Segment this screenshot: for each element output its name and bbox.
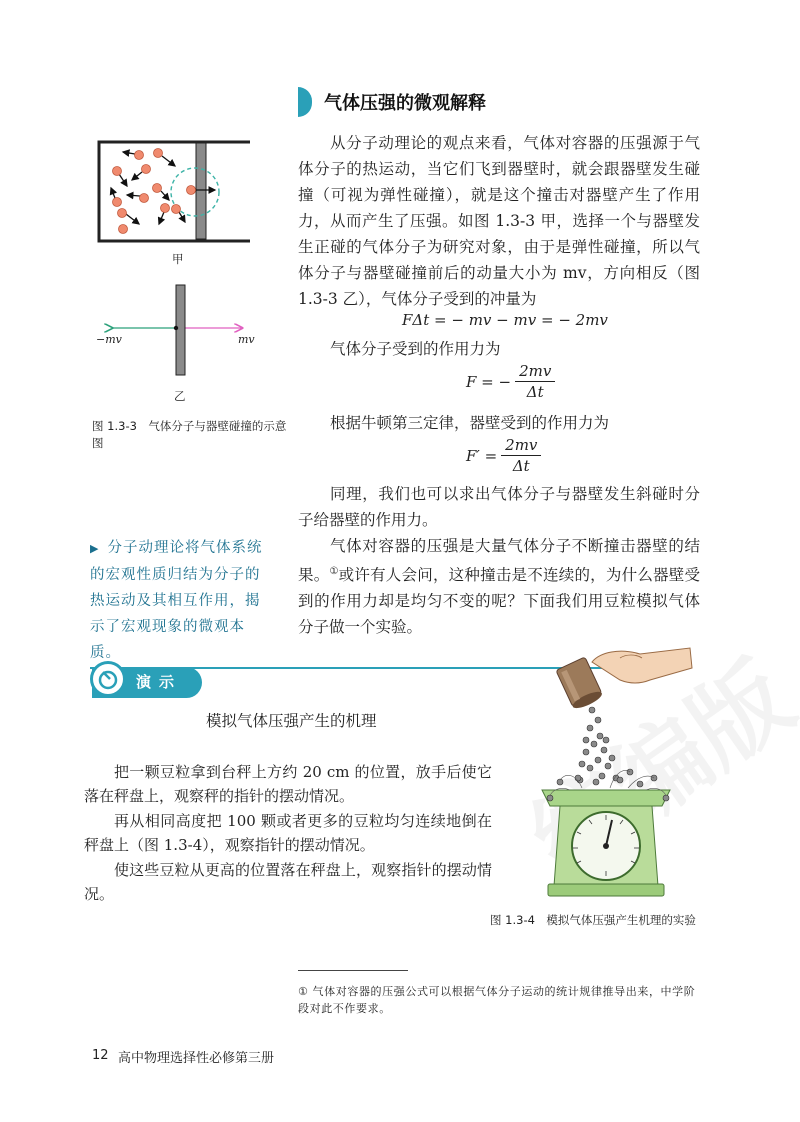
falling-beans — [577, 707, 619, 785]
body-paragraph-2: 同理，我们也可以求出气体分子与器壁发生斜碰时分子给器壁的作用力。 — [298, 485, 700, 529]
figure-label-jia: 甲 — [172, 252, 184, 266]
figure-1-3-3-caption: 图 1.3-3 气体分子与器壁碰撞的示意图 — [92, 419, 287, 450]
body-paragraph-3 — [298, 533, 700, 640]
footnote-rule — [298, 970, 408, 971]
molecule — [118, 209, 127, 218]
figure-1-3-4-illustration — [520, 640, 720, 905]
side-note-arrow-icon: ▶ — [90, 542, 100, 555]
demo-paragraph-3: 使这些豆粒从更高的位置落在秤盘上，观察指针的摆动情况。 — [84, 861, 492, 903]
book-title: 高中物理选择性必修第三册 — [118, 1051, 275, 1066]
side-note-text: 分子动理论将气体系统的宏观性质归结为分子的热运动及其相互作用，揭示了宏观现象的微观本质。 — [90, 540, 263, 661]
molecule — [113, 198, 122, 207]
figure-1-3-3-yi — [92, 280, 262, 380]
molecule-point — [174, 326, 178, 330]
molecule — [140, 194, 149, 203]
figure-1-3-3-jia — [95, 138, 255, 248]
dial-hub — [603, 843, 609, 849]
eq2-denominator: Δt — [526, 383, 544, 401]
eq3-denominator: Δt — [512, 457, 530, 475]
eq2-fraction — [515, 362, 555, 401]
equation-force-molecule — [466, 362, 555, 401]
eq3-fraction — [501, 436, 541, 475]
para3-text-b: 或许有人会问，这种撞击是不连续的，为什么器壁受到的作用力却是均匀不变的呢？下面我们用豆粒模拟气体分子做一个实验。 — [298, 566, 700, 637]
molecule-colliding — [187, 186, 196, 195]
side-note — [90, 535, 270, 666]
scale-base — [548, 884, 664, 896]
piston-wall — [196, 143, 206, 239]
footnote: ① 气体对容器的压强公式可以根据气体分子运动的统计规律推导出来，中学阶段对此不作要求。 — [298, 985, 696, 1015]
eq2-lhs: F = − — [466, 372, 512, 391]
eq3-lhs: F′ = — [466, 446, 498, 465]
molecule — [172, 205, 181, 214]
equation-label-newton: 根据牛顿第三定律，器壁受到的作用力为 — [330, 414, 610, 432]
figure-1-3-4-caption: 图 1.3-4 模拟气体压强产生机理的实验 — [490, 913, 696, 927]
equation-label-force: 气体分子受到的作用力为 — [330, 340, 501, 358]
scale-tray — [542, 790, 670, 806]
molecule — [153, 184, 162, 193]
demo-logo-icon — [90, 661, 126, 697]
molecule — [154, 149, 163, 158]
molecule — [142, 165, 151, 174]
figure-label-yi: 乙 — [174, 389, 186, 403]
wall-plate — [176, 285, 185, 375]
molecule — [135, 151, 144, 160]
section-marker — [298, 87, 312, 117]
para3-text-a: 气体对容器的压强是大量气体分子不断撞击器壁的结果。 — [298, 537, 700, 585]
section-title: 气体压强的微观解释 — [324, 93, 486, 114]
page-number: 12 — [92, 1048, 109, 1063]
hand-icon — [592, 648, 692, 683]
label-neg-mv: −mv — [96, 333, 122, 346]
equation-impulse: FΔt = − mv − mv = − 2mv — [402, 311, 608, 329]
molecule — [161, 204, 170, 213]
molecule — [119, 225, 128, 234]
demo-label: 演示 — [136, 673, 183, 691]
demo-paragraph-1: 把一颗豆粒拿到台秤上方约 20 cm 的位置，放手后使它落在秤盘上，观察秤的指针的摆动情况。 — [84, 763, 492, 805]
eq3-numerator: 2mv — [501, 436, 541, 456]
label-mv: mv — [238, 333, 255, 346]
footnote-marker[interactable]: ① — [329, 566, 339, 577]
body-paragraph-1: 从分子动理论的观点来看，气体对容器的压强源于气体分子的热运动，当它们飞到器壁时，就会跟器壁发生碰撞（可视为弹性碰撞），就是这个撞击对器壁产生了作用力，从而产生了压强。如图 1.3-3 甲，选择一个与器壁发生正碰的气体分子为研究对象，由于是弹性碰撞，所以气体分子与器壁碰撞前后的动量大小为 mv，方向相反（图 1.3-3 乙），气体分子受到的冲量为 — [298, 134, 700, 308]
section-heading — [298, 87, 486, 117]
demo-paragraph-2: 再从相同高度把 100 颗或者更多的豆粒均匀连续地倒在秤盘上（图 1.3-4），观察指针的摆动情况。 — [84, 812, 492, 854]
eq2-numerator: 2mv — [515, 362, 555, 382]
molecule — [113, 167, 122, 176]
equation-force-wall — [466, 436, 541, 475]
demo-title: 模拟气体压强产生的机理 — [206, 712, 377, 730]
